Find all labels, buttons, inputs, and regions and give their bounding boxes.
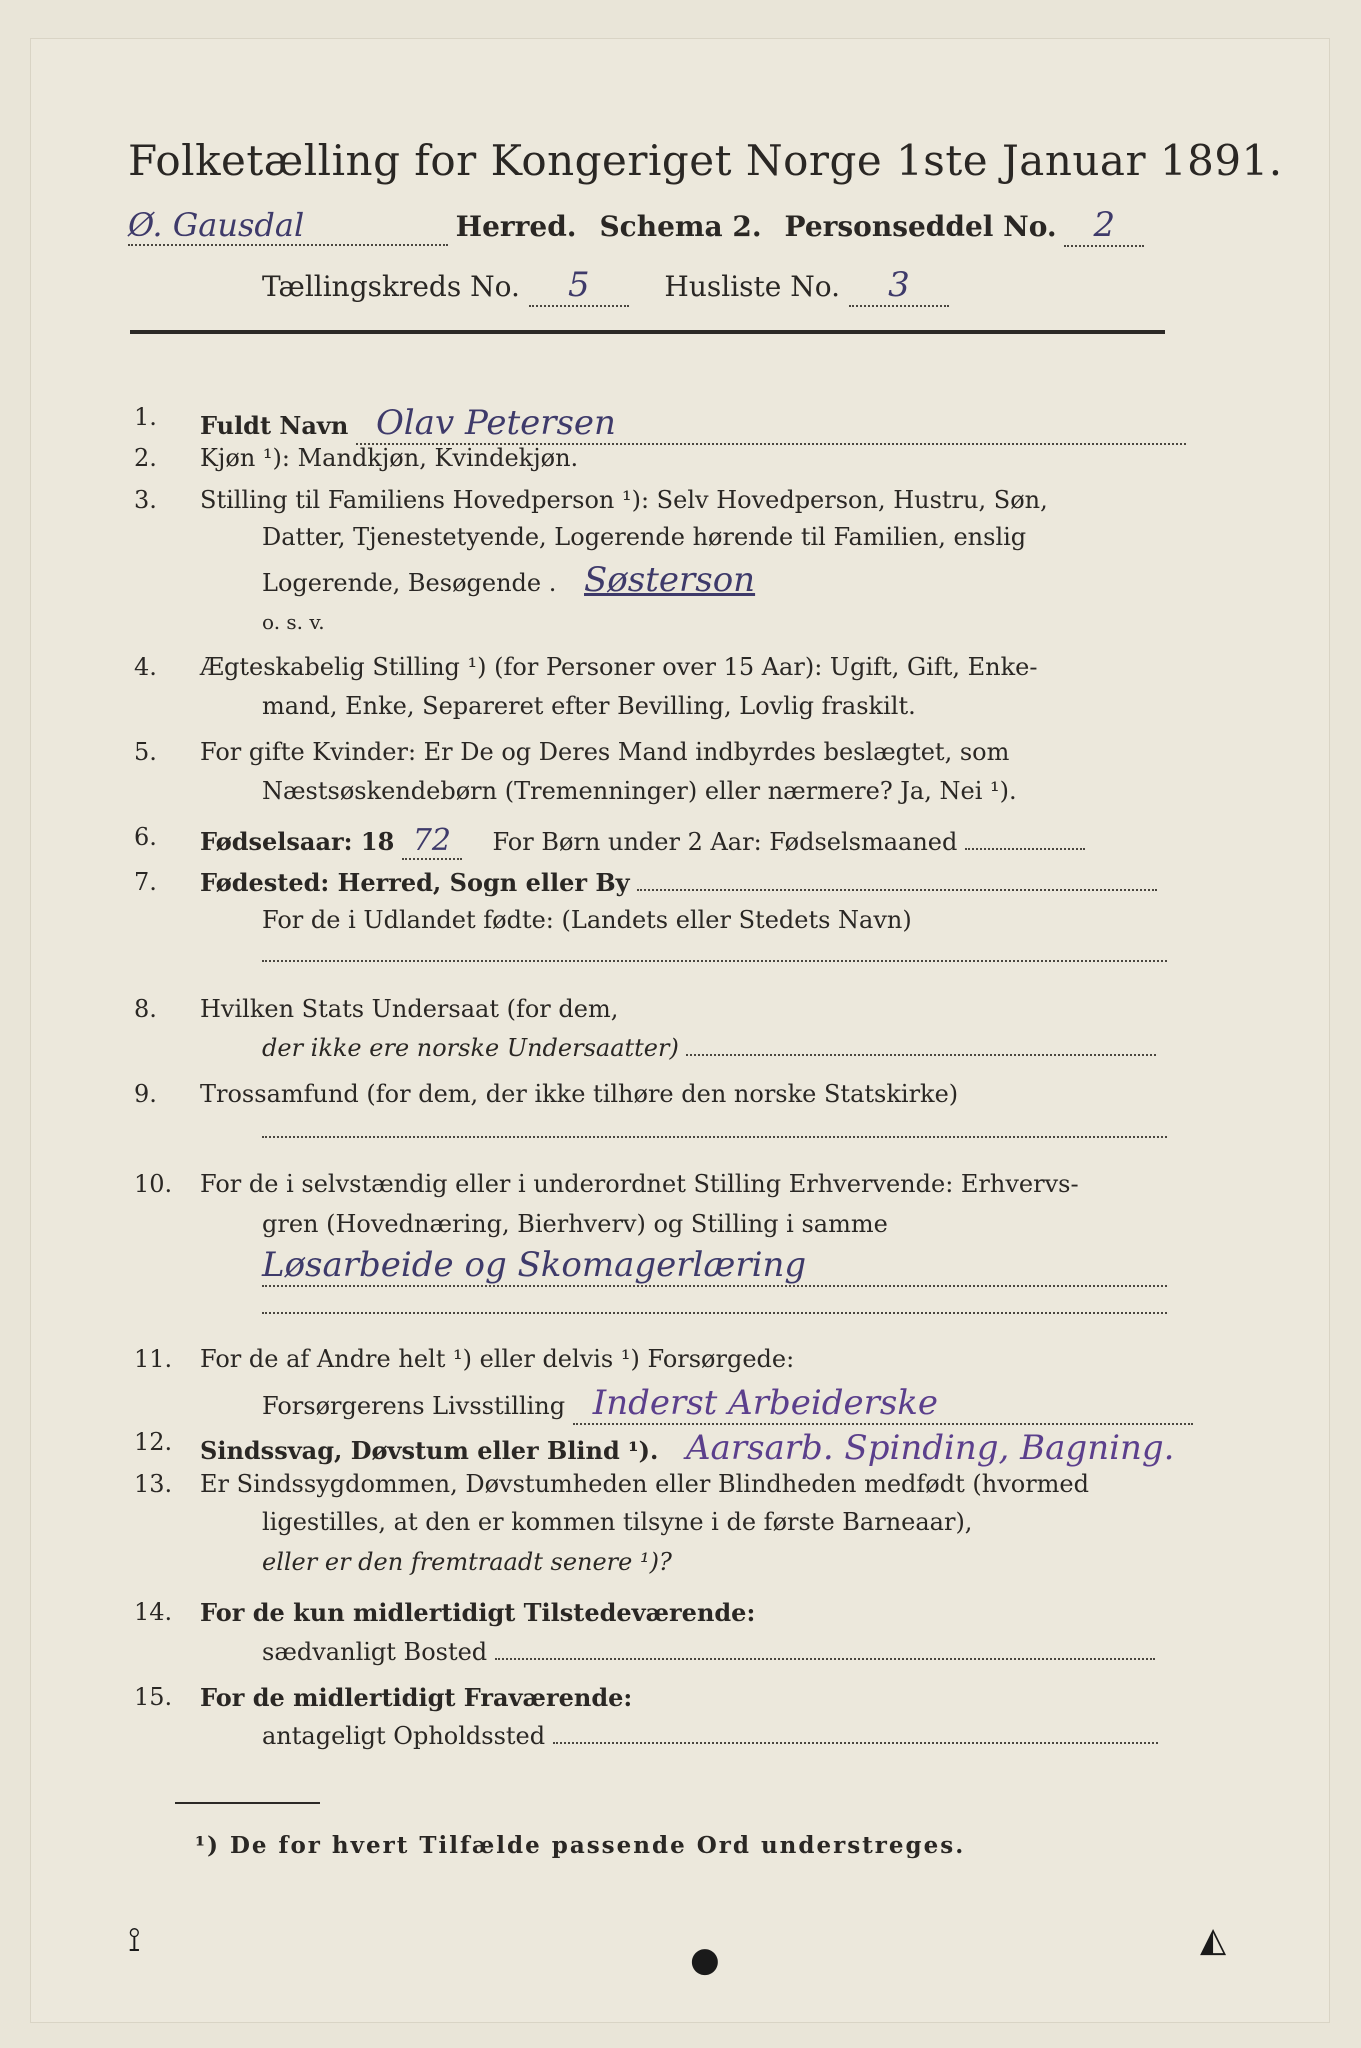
stay-line (262, 1722, 1158, 1750)
husliste-value: 3 (849, 265, 949, 307)
dotted-line (495, 1658, 1155, 1660)
item-line: eller er den fremtraadt senere ¹)? (262, 1548, 672, 1576)
item-number: 4. (134, 653, 157, 681)
item-line: antageligt Opholdssted (262, 1722, 546, 1750)
corner-mark-icon: ◭ (1200, 1920, 1227, 1960)
item-line: mand, Enke, Separeret efter Bevilling, Lovlig fraskilt. (262, 692, 916, 720)
item-number: 10. (134, 1170, 173, 1198)
item-number: 1. (134, 403, 157, 431)
dotted-line (965, 848, 1085, 850)
dotted-line (637, 889, 1157, 891)
provider-line (262, 1383, 1193, 1425)
dotted-line (262, 1136, 1167, 1138)
item-line: o. s. v. (262, 610, 325, 634)
item-line: Logerende, Besøgende . (262, 569, 557, 597)
item-number: 13. (134, 1470, 173, 1498)
item-number: 9. (134, 1080, 157, 1108)
item-line: der ikke ere norske Undersaatter) (262, 1034, 679, 1062)
dotted-line (686, 1054, 1156, 1056)
item-citizenship (262, 1034, 1156, 1062)
item-line: For Børn under 2 Aar: Fødselsmaaned (492, 828, 958, 856)
item-label: Ægteskabelig Stilling ¹) (for Personer over 15 Aar): Ugift, Gift, Enke- (200, 653, 1038, 681)
herred-label: Herred. (455, 210, 577, 243)
family-position-value: Søsterson (584, 560, 756, 600)
item-line: Forsørgerens Livsstilling (262, 1392, 566, 1420)
item-label: Hvilken Stats Undersaat (for dem, (200, 995, 619, 1023)
schema-label: Schema 2. (599, 210, 762, 243)
item-label: For de af Andre helt ¹) eller delvis ¹) Forsørgede: (200, 1345, 795, 1373)
item-label: Er Sindssygdommen, Døvstumheden eller Blindheden medfødt (hvormed (200, 1470, 1089, 1498)
disability-value: Aarsarb. Spinding, Bagning. (686, 1428, 1175, 1468)
provider-value: Inderst Arbeiderske (573, 1383, 1193, 1425)
herred-line (128, 205, 1144, 247)
item-line: Datter, Tjenestetyende, Logerende hørende til Familien, enslig (262, 523, 1027, 551)
item-line: gren (Hovednæring, Bierhverv) og Stilling i samme (262, 1210, 888, 1238)
item-line: For de i Udlandet fødte: (Landets eller Stedets Navn) (262, 906, 912, 934)
item-label: Fødested: Herred, Sogn eller By (200, 868, 630, 897)
footnote-rule (175, 1802, 320, 1804)
item-label: Fødselsaar: 18 (200, 827, 395, 856)
dotted-line (553, 1742, 1158, 1744)
herred-value: Ø. Gausdal (128, 206, 448, 246)
item-birth-year (200, 823, 1085, 860)
item-number: 8. (134, 995, 157, 1023)
item-label: Stilling til Familiens Hovedperson ¹): Selv Hovedperson, Hustru, Søn, (200, 486, 1048, 514)
item-label: For de midlertidigt Fraværende: (200, 1683, 633, 1712)
item-full-name (200, 403, 1186, 445)
occupation-value: Løsarbeide og Skomagerlæring (262, 1245, 1167, 1287)
item-line (262, 560, 755, 600)
kreds-value: 5 (529, 265, 629, 307)
footnote: ¹) De for hvert Tilfælde passende Ord understreges. (195, 1832, 966, 1859)
kreds-label: Tællingskreds No. (262, 270, 520, 303)
item-label: Kjøn ¹): Mandkjøn, Kvindekjøn. (200, 444, 579, 472)
personseddel-label: Personseddel No. (784, 210, 1057, 243)
item-disability (200, 1428, 1174, 1468)
header-rule (130, 330, 1165, 334)
form-title: Folketælling for Kongeriget Norge 1ste Januar 1891. (128, 136, 1283, 185)
item-number: 11. (134, 1345, 173, 1373)
item-birthplace (200, 868, 1157, 897)
item-number: 12. (134, 1428, 173, 1456)
residence-line (262, 1638, 1155, 1666)
name-value: Olav Petersen (356, 403, 1186, 445)
item-label: Trossamfund (for dem, der ikke tilhøre den norske Statskirke) (200, 1080, 959, 1108)
item-line: ligestilles, at den er kommen tilsyne i de første Barneaar), (262, 1508, 973, 1536)
item-number: 5. (134, 738, 157, 766)
item-label: Fuldt Navn (200, 411, 349, 440)
dotted-line (262, 1312, 1167, 1314)
item-number: 6. (134, 823, 157, 851)
birth-year-value: 72 (402, 823, 462, 860)
husliste-label: Husliste No. (664, 270, 841, 303)
item-label: Sindssvag, Døvstum eller Blind ¹). (200, 1436, 659, 1465)
item-number: 2. (134, 444, 157, 472)
occupation-line (262, 1245, 1167, 1287)
item-label: For de kun midlertidigt Tilstedeværende: (200, 1598, 756, 1627)
item-label: For gifte Kvinder: Er De og Deres Mand indbyrdes beslægtet, som (200, 738, 1010, 766)
item-line: Næstsøskendebørn (Tremenninger) eller nærmere? Ja, Nei ¹). (262, 777, 1017, 805)
dotted-line (262, 960, 1167, 962)
item-label: For de i selvstændig eller i underordnet Stilling Erhvervende: Erhvervs- (200, 1170, 1079, 1198)
item-line: sædvanligt Bosted (262, 1638, 488, 1666)
item-number: 15. (134, 1683, 173, 1711)
kreds-line (262, 265, 949, 307)
corner-mark-icon: ⟟ (128, 1920, 141, 1960)
item-number: 14. (134, 1598, 173, 1626)
personseddel-value: 2 (1064, 205, 1144, 247)
ink-blot-icon: ● (690, 1940, 720, 1980)
item-number: 7. (134, 868, 157, 896)
item-number: 3. (134, 486, 157, 514)
